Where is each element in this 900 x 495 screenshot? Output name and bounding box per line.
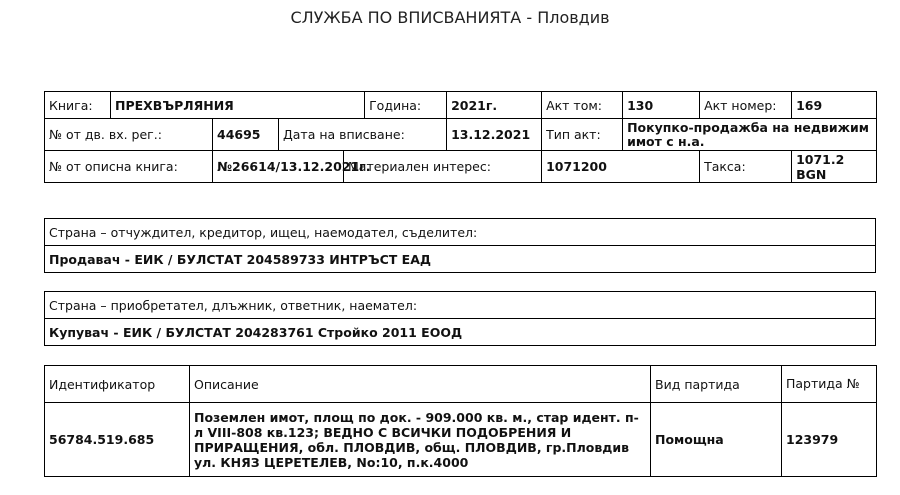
inventory-value: №26614/13.12.2021г. xyxy=(213,151,344,183)
act-type-label: Тип акт: xyxy=(542,119,623,151)
act-volume-value: 130 xyxy=(623,92,700,119)
party-acquirer-value: Купувач - ЕИК / БУЛСТАТ 204283761 Стройко 2011 ЕООД xyxy=(45,319,876,346)
book-label: Книга: xyxy=(45,92,111,119)
property-table xyxy=(44,365,877,477)
table-row xyxy=(45,403,877,477)
party-acquirer xyxy=(44,291,876,346)
cell-identifier: 56784.519.685 xyxy=(45,403,190,477)
party-transferor-label: Страна – отчуждител, кредитор, ищец, наемодател, съделител: xyxy=(45,219,876,246)
page-title: СЛУЖБА ПО ВПИСВАНИЯТА - Пловдив xyxy=(290,8,610,27)
act-number-label: Акт номер: xyxy=(700,92,792,119)
party-transferor xyxy=(44,218,876,273)
column-header-description: Описание xyxy=(190,366,651,403)
act-type-value: Покупко-продажба на недвижим имот с н.а. xyxy=(623,119,877,151)
fee-value: 1071.2 BGN xyxy=(792,151,877,183)
cell-type: Помощна xyxy=(651,403,782,477)
column-header-identifier: Идентификатор xyxy=(45,366,190,403)
book-value: ПРЕХВЪРЛЯНИЯ xyxy=(111,92,365,119)
party-transferor-value: Продавач - ЕИК / БУЛСТАТ 204589733 ИНТРЪСТ ЕАД xyxy=(45,246,876,273)
act-volume-label: Акт том: xyxy=(542,92,623,119)
year-value: 2021г. xyxy=(447,92,542,119)
entry-date-label: Дата на вписване: xyxy=(279,119,447,151)
act-meta-table xyxy=(44,91,877,183)
column-header-number: Партида № xyxy=(782,366,877,403)
year-label: Година: xyxy=(365,92,447,119)
inventory-label: № от описна книга: xyxy=(45,151,213,183)
incoming-reg-value: 44695 xyxy=(213,119,279,151)
act-number-value: 169 xyxy=(792,92,877,119)
cell-number: 123979 xyxy=(782,403,877,477)
party-acquirer-label: Страна – приобретател, длъжник, ответник, наемател: xyxy=(45,292,876,319)
material-interest-value: 1071200 xyxy=(542,151,700,183)
fee-label: Такса: xyxy=(700,151,792,183)
entry-date-value: 13.12.2021 xyxy=(447,119,542,151)
incoming-reg-label: № от дв. вх. рег.: xyxy=(45,119,213,151)
material-interest-label: Материален интерес: xyxy=(344,151,542,183)
cell-description: Поземлен имот, площ по док. - 909.000 кв. м., стар идент. п-л VIII-808 кв.123; ВЕДНО С ВСИЧКИ ПОДОБРЕНИЯ И ПРИРАЩЕНИЯ, обл. ПЛОВДИВ, общ. ПЛОВДИВ, гр.Пловдив ул. КНЯЗ ЦЕРЕТЕЛЕВ, No:10, п.к.4000 xyxy=(190,403,651,477)
column-header-type: Вид партида xyxy=(651,366,782,403)
